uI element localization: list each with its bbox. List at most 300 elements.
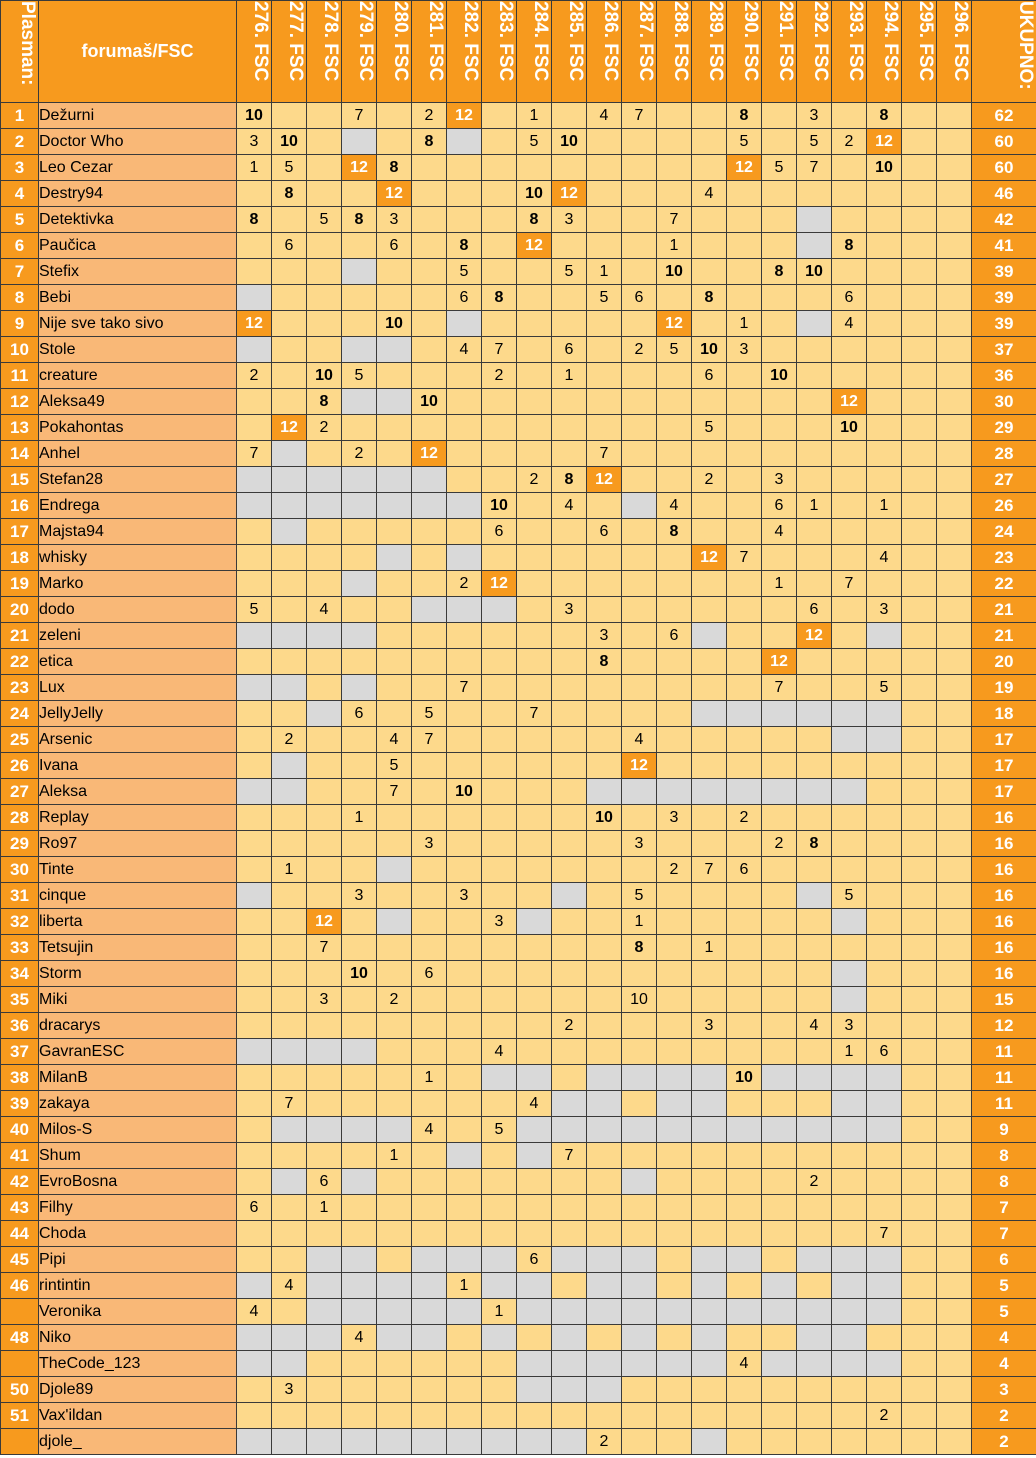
table-row (1, 389, 1036, 415)
total-cell: 3 (972, 1377, 1036, 1403)
total-cell: 5 (972, 1273, 1036, 1299)
score-cell: 2 (587, 1429, 622, 1455)
score-cell (342, 1403, 377, 1429)
score-cell (342, 1273, 377, 1299)
score-cell (412, 1247, 447, 1273)
score-cell (867, 259, 902, 285)
table-row (1, 1169, 1036, 1195)
score-cell (272, 207, 307, 233)
score-cell (237, 389, 272, 415)
total-cell: 4 (972, 1325, 1036, 1351)
score-cell (832, 701, 867, 727)
score-cell (272, 805, 307, 831)
score-cell (762, 1169, 797, 1195)
score-cell (447, 155, 482, 181)
score-cell (867, 1169, 902, 1195)
score-cell (727, 1377, 762, 1403)
score-cell (377, 857, 412, 883)
score-cell: 3 (377, 207, 412, 233)
score-cell (727, 493, 762, 519)
score-cell (937, 753, 972, 779)
score-cell (587, 1065, 622, 1091)
score-cell (832, 363, 867, 389)
score-cell: 4 (412, 1117, 447, 1143)
score-cell (832, 545, 867, 571)
total-cell: 17 (972, 779, 1036, 805)
score-cell (482, 545, 517, 571)
score-cell (517, 1273, 552, 1299)
contest-header: 292. FSC (797, 1, 832, 103)
score-cell (657, 389, 692, 415)
score-cell (832, 1117, 867, 1143)
score-cell (412, 1273, 447, 1299)
score-cell (832, 961, 867, 987)
score-cell (937, 285, 972, 311)
score-cell (937, 961, 972, 987)
score-cell: 2 (657, 857, 692, 883)
score-cell (692, 831, 727, 857)
score-cell: 5 (552, 259, 587, 285)
score-cell (377, 103, 412, 129)
score-cell (237, 1143, 272, 1169)
score-cell (937, 155, 972, 181)
score-cell (447, 623, 482, 649)
score-cell (412, 857, 447, 883)
score-cell (692, 649, 727, 675)
table-row (1, 1429, 1036, 1455)
score-cell (272, 389, 307, 415)
table-row (1, 285, 1036, 311)
score-cell (937, 1377, 972, 1403)
header-row (1, 1, 1036, 103)
score-cell (342, 1195, 377, 1221)
score-cell: 4 (552, 493, 587, 519)
player-name-cell: Ivana (39, 753, 237, 779)
table-row (1, 1039, 1036, 1065)
table-row (1, 181, 1036, 207)
score-cell (937, 701, 972, 727)
score-cell (342, 259, 377, 285)
score-cell (412, 1143, 447, 1169)
player-name-cell: zeleni (39, 623, 237, 649)
rank-cell: 4 (1, 181, 39, 207)
score-cell (517, 649, 552, 675)
rank-cell: 43 (1, 1195, 39, 1221)
score-cell (412, 1377, 447, 1403)
score-cell: 5 (867, 675, 902, 701)
total-cell: 18 (972, 701, 1036, 727)
score-cell (552, 571, 587, 597)
score-cell (272, 1065, 307, 1091)
score-cell (622, 1351, 657, 1377)
score-cell (447, 727, 482, 753)
total-cell: 60 (972, 129, 1036, 155)
score-cell (622, 155, 657, 181)
score-cell (937, 207, 972, 233)
rank-cell: 29 (1, 831, 39, 857)
score-cell (727, 1039, 762, 1065)
score-cell (902, 1429, 937, 1455)
player-name-cell: Choda (39, 1221, 237, 1247)
score-cell: 1 (797, 493, 832, 519)
score-cell (937, 831, 972, 857)
score-cell: 3 (762, 467, 797, 493)
score-cell (867, 571, 902, 597)
score-cell (517, 415, 552, 441)
score-cell: 2 (622, 337, 657, 363)
score-cell (517, 1299, 552, 1325)
score-cell (832, 727, 867, 753)
score-cell (797, 1273, 832, 1299)
score-cell (412, 415, 447, 441)
score-cell: 2 (692, 467, 727, 493)
score-cell (867, 909, 902, 935)
score-cell (517, 519, 552, 545)
score-cell (377, 519, 412, 545)
score-cell (587, 155, 622, 181)
score-cell (377, 909, 412, 935)
player-name-cell: Bebi (39, 285, 237, 311)
score-cell (797, 1325, 832, 1351)
score-cell (832, 103, 867, 129)
score-cell: 5 (517, 129, 552, 155)
score-cell (587, 961, 622, 987)
score-cell (727, 597, 762, 623)
score-cell (902, 441, 937, 467)
score-cell (342, 935, 377, 961)
score-cell (377, 831, 412, 857)
score-cell (622, 1117, 657, 1143)
score-cell (587, 207, 622, 233)
score-cell (692, 701, 727, 727)
score-cell (622, 1195, 657, 1221)
score-cell (447, 389, 482, 415)
score-cell (797, 467, 832, 493)
score-cell (622, 1299, 657, 1325)
score-cell: 3 (622, 831, 657, 857)
score-cell: 8 (797, 831, 832, 857)
score-cell (237, 415, 272, 441)
score-cell: 7 (657, 207, 692, 233)
score-cell (272, 519, 307, 545)
score-cell: 1 (832, 1039, 867, 1065)
score-cell (307, 883, 342, 909)
score-cell (342, 1377, 377, 1403)
score-cell (762, 311, 797, 337)
rank-cell: 39 (1, 1091, 39, 1117)
total-cell: 29 (972, 415, 1036, 441)
score-cell: 6 (552, 337, 587, 363)
score-cell (692, 727, 727, 753)
score-cell: 1 (587, 259, 622, 285)
table-row (1, 441, 1036, 467)
score-cell: 6 (307, 1169, 342, 1195)
score-cell: 6 (587, 519, 622, 545)
score-cell (622, 857, 657, 883)
rank-cell: 50 (1, 1377, 39, 1403)
score-cell (762, 909, 797, 935)
score-cell: 7 (482, 337, 517, 363)
rank-cell: 14 (1, 441, 39, 467)
score-cell: 8 (832, 233, 867, 259)
score-cell (237, 805, 272, 831)
score-cell (797, 1377, 832, 1403)
score-cell (377, 1273, 412, 1299)
score-cell (762, 779, 797, 805)
score-cell (902, 311, 937, 337)
score-cell (447, 909, 482, 935)
score-cell (272, 675, 307, 701)
contest-header: 284. FSC (517, 1, 552, 103)
score-cell (727, 831, 762, 857)
score-cell (692, 1117, 727, 1143)
score-cell (832, 493, 867, 519)
score-cell (727, 1273, 762, 1299)
table-row (1, 597, 1036, 623)
score-cell: 1 (657, 233, 692, 259)
score-cell (307, 623, 342, 649)
score-cell: 4 (377, 727, 412, 753)
score-cell (307, 727, 342, 753)
score-cell (867, 337, 902, 363)
score-cell (797, 1195, 832, 1221)
score-cell: 3 (342, 883, 377, 909)
score-cell: 8 (447, 233, 482, 259)
score-cell (902, 1091, 937, 1117)
contest-header: 278. FSC (307, 1, 342, 103)
score-cell (692, 103, 727, 129)
score-cell (552, 1065, 587, 1091)
score-cell (517, 753, 552, 779)
score-cell (622, 389, 657, 415)
score-cell (622, 779, 657, 805)
score-cell (692, 1403, 727, 1429)
score-cell (867, 701, 902, 727)
score-cell (517, 675, 552, 701)
score-cell (622, 649, 657, 675)
score-cell (902, 1377, 937, 1403)
score-cell (517, 987, 552, 1013)
contest-header: 287. FSC (622, 1, 657, 103)
player-name-cell: Detektivka (39, 207, 237, 233)
score-cell (517, 389, 552, 415)
score-cell (237, 935, 272, 961)
score-cell (412, 1169, 447, 1195)
score-cell (832, 337, 867, 363)
score-cell (867, 805, 902, 831)
score-cell (272, 311, 307, 337)
score-cell (762, 1299, 797, 1325)
score-cell (412, 545, 447, 571)
score-cell (657, 1403, 692, 1429)
score-cell (937, 805, 972, 831)
score-cell: 5 (482, 1117, 517, 1143)
score-cell (342, 1091, 377, 1117)
score-cell (657, 1195, 692, 1221)
score-cell (587, 337, 622, 363)
score-cell (342, 181, 377, 207)
score-cell (517, 1065, 552, 1091)
score-cell (622, 233, 657, 259)
score-cell (307, 805, 342, 831)
score-cell: 10 (412, 389, 447, 415)
score-cell: 6 (377, 233, 412, 259)
score-cell (762, 1247, 797, 1273)
score-cell (832, 909, 867, 935)
table-row (1, 831, 1036, 857)
score-cell (377, 1091, 412, 1117)
player-name-cell: Veronika (39, 1299, 237, 1325)
score-cell (937, 415, 972, 441)
score-cell (342, 1247, 377, 1273)
score-cell (447, 1351, 482, 1377)
score-cell: 8 (482, 285, 517, 311)
score-cell (517, 259, 552, 285)
score-cell (762, 1065, 797, 1091)
score-cell (237, 1273, 272, 1299)
score-cell (762, 935, 797, 961)
score-cell (482, 1091, 517, 1117)
score-cell (797, 883, 832, 909)
score-cell: 12 (237, 311, 272, 337)
score-cell: 8 (412, 129, 447, 155)
score-cell: 3 (307, 987, 342, 1013)
rank-cell: 27 (1, 779, 39, 805)
contest-header: 279. FSC (342, 1, 377, 103)
score-cell (587, 1273, 622, 1299)
score-cell (447, 1039, 482, 1065)
score-cell (587, 1039, 622, 1065)
score-cell: 3 (237, 129, 272, 155)
player-name-cell: Anhel (39, 441, 237, 467)
score-cell (517, 727, 552, 753)
score-cell (587, 857, 622, 883)
score-cell (377, 1169, 412, 1195)
score-cell (377, 1117, 412, 1143)
contest-header: 293. FSC (832, 1, 867, 103)
score-cell (657, 571, 692, 597)
score-cell (622, 1221, 657, 1247)
score-cell (762, 103, 797, 129)
score-cell (692, 909, 727, 935)
score-cell (517, 831, 552, 857)
score-cell (657, 727, 692, 753)
score-cell (867, 1429, 902, 1455)
score-cell (727, 467, 762, 493)
score-cell (622, 207, 657, 233)
player-name-cell: Ro97 (39, 831, 237, 857)
score-cell: 4 (237, 1299, 272, 1325)
rank-cell: 22 (1, 649, 39, 675)
score-cell (552, 441, 587, 467)
score-cell (237, 181, 272, 207)
player-name-cell: Dežurni (39, 103, 237, 129)
score-cell (832, 259, 867, 285)
score-cell (867, 883, 902, 909)
contest-header: 295. FSC (902, 1, 937, 103)
score-cell (272, 753, 307, 779)
score-cell (482, 129, 517, 155)
score-cell: 12 (377, 181, 412, 207)
score-cell (622, 181, 657, 207)
score-cell (797, 415, 832, 441)
table-row (1, 1273, 1036, 1299)
score-cell: 6 (622, 285, 657, 311)
score-cell (237, 961, 272, 987)
score-cell (762, 389, 797, 415)
score-cell (657, 1143, 692, 1169)
score-cell (622, 571, 657, 597)
rank-cell: 26 (1, 753, 39, 779)
score-cell (307, 337, 342, 363)
score-cell (937, 1221, 972, 1247)
score-cell: 5 (727, 129, 762, 155)
player-name-cell: Leo Cezar (39, 155, 237, 181)
rank-cell: 3 (1, 155, 39, 181)
score-cell (692, 493, 727, 519)
score-cell (797, 545, 832, 571)
score-cell (727, 779, 762, 805)
score-cell: 2 (517, 467, 552, 493)
rank-cell: 33 (1, 935, 39, 961)
score-cell (937, 1429, 972, 1455)
score-cell: 10 (342, 961, 377, 987)
score-cell (937, 337, 972, 363)
score-cell (552, 753, 587, 779)
score-cell (447, 1117, 482, 1143)
score-cell (552, 155, 587, 181)
score-cell (692, 389, 727, 415)
total-cell: 2 (972, 1429, 1036, 1455)
rank-cell: 25 (1, 727, 39, 753)
score-cell (867, 285, 902, 311)
score-cell: 6 (237, 1195, 272, 1221)
player-name-cell: Endrega (39, 493, 237, 519)
score-cell (832, 597, 867, 623)
score-cell (377, 129, 412, 155)
player-name-cell: Djole89 (39, 1377, 237, 1403)
score-cell: 12 (762, 649, 797, 675)
contest-header: 281. FSC (412, 1, 447, 103)
rank-cell: 31 (1, 883, 39, 909)
score-cell (272, 909, 307, 935)
score-cell (762, 1377, 797, 1403)
score-cell (937, 909, 972, 935)
table-row (1, 1325, 1036, 1351)
score-cell: 5 (657, 337, 692, 363)
score-cell (342, 675, 377, 701)
score-cell (447, 597, 482, 623)
score-cell: 1 (517, 103, 552, 129)
contest-header: 283. FSC (482, 1, 517, 103)
score-cell: 12 (622, 753, 657, 779)
score-cell (272, 1117, 307, 1143)
score-cell (902, 727, 937, 753)
score-cell (552, 1403, 587, 1429)
score-cell (552, 311, 587, 337)
player-name-cell: Aleksa49 (39, 389, 237, 415)
score-cell: 12 (342, 155, 377, 181)
score-cell (552, 727, 587, 753)
score-cell (377, 701, 412, 727)
score-cell: 4 (342, 1325, 377, 1351)
score-cell (342, 1351, 377, 1377)
score-cell (762, 233, 797, 259)
score-cell (482, 103, 517, 129)
score-cell (657, 155, 692, 181)
score-cell (517, 1013, 552, 1039)
score-cell (622, 597, 657, 623)
